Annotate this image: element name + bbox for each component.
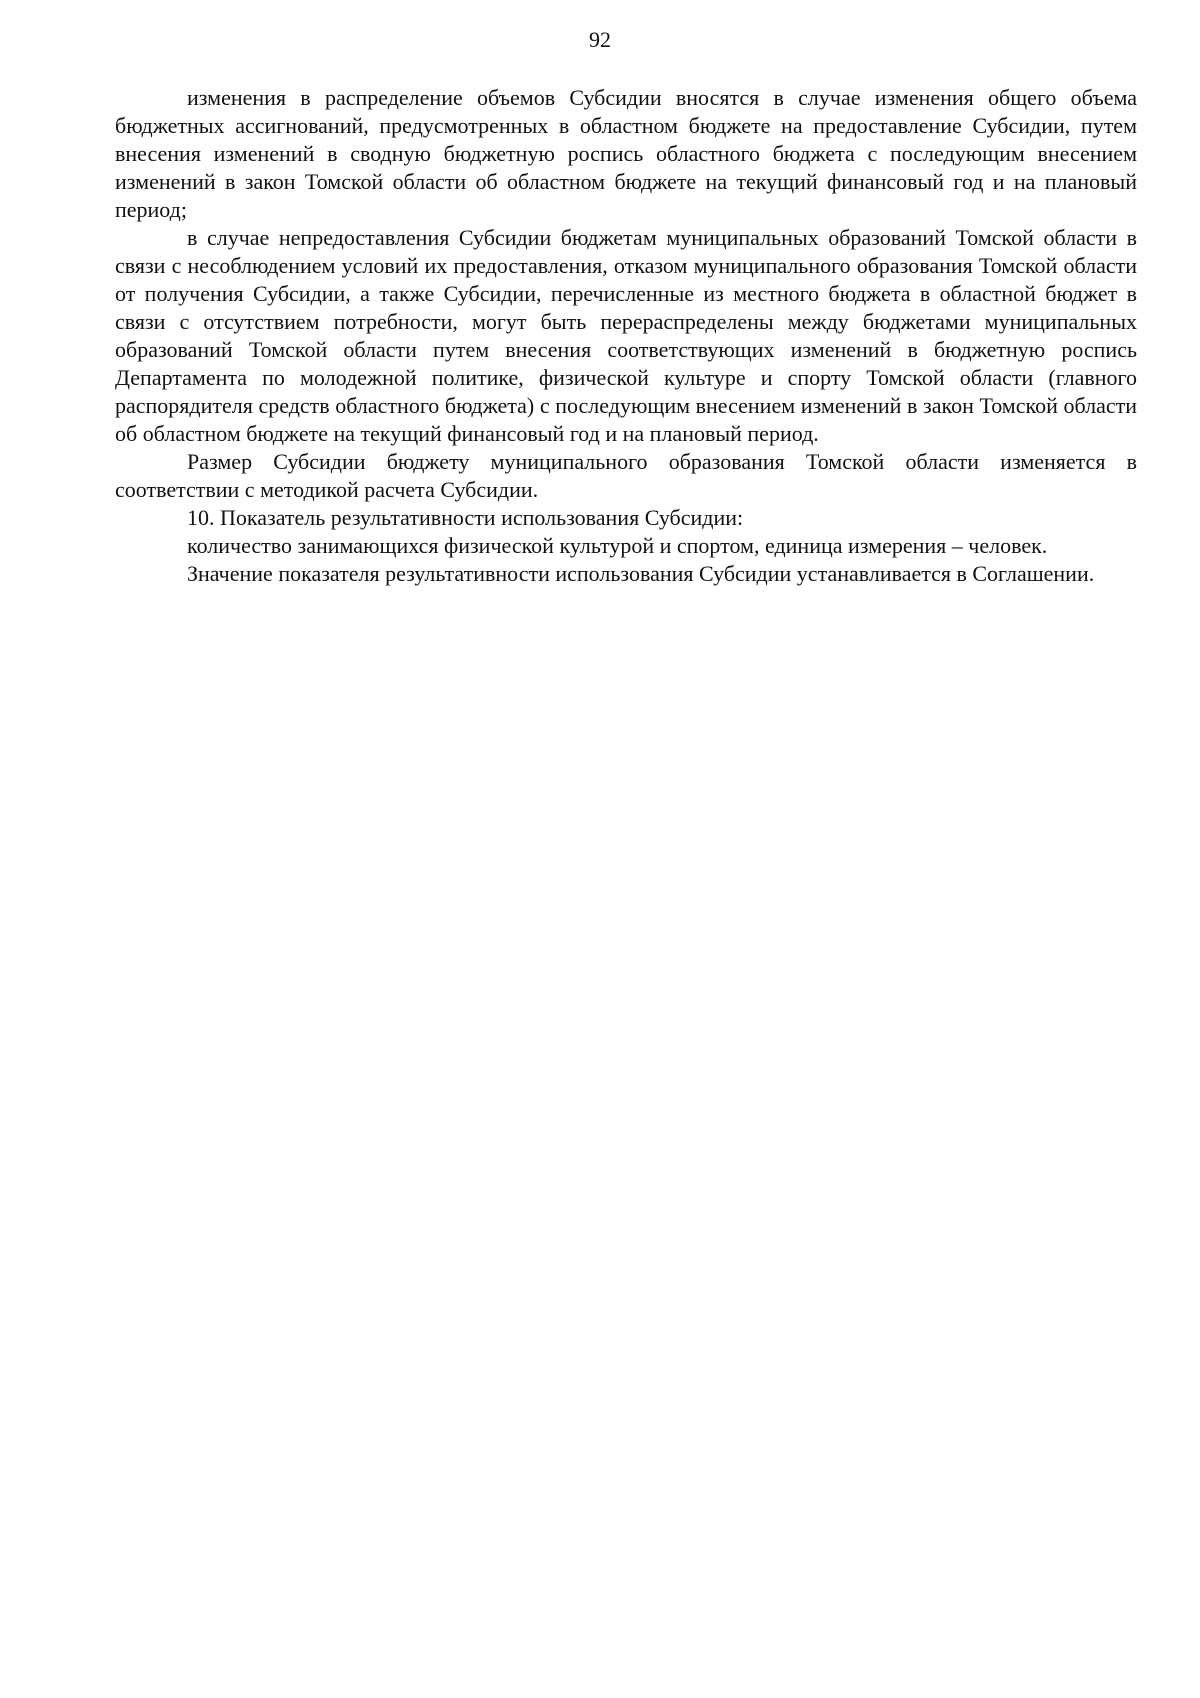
paragraph-subsidy-redistribution: изменения в распределение объемов Субсидии вносятся в случае изменения общего объема бюджетных ассигнований, предусмотренных в областном бюджете на предоставление Субсидии, путем внесения изменений в сводную бюджетную роспись областного бюджета с последующим внесением изменений в закон Томской области об областном бюджете на текущий финансовый год и на плановый период;	[115, 85, 1137, 222]
paragraph-subsidy-size: Размер Субсидии бюджету муниципального образования Томской области изменяется в соответствии с методикой расчета Субсидии.	[115, 449, 1137, 502]
paragraph-indicator-value: Значение показателя результативности использования Субсидии устанавливается в Соглашении.	[187, 561, 1095, 586]
page-number: 92	[589, 27, 611, 52]
paragraph-non-provision: в случае непредоставления Субсидии бюджетам муниципальных образований Томской области в связи с несоблюдением условий их предоставления, отказом муниципального образования Томской области от получения Субсидии, а также Субсидии, перечисленные из местного бюджета в областной бюджет в связи с отсутствием потребности, могут быть перераспределены между бюджетами муниципальных образований Томской области путем внесения соответствующих изменений в бюджетную роспись Департамента по молодежной политике, физической культуре и спорту Томской области (главного распорядителя средств областного бюджета) с последующим внесением изменений в закон Томской области об областном бюджете на текущий финансовый год и на плановый период.	[115, 225, 1137, 446]
document-body	[115, 84, 1137, 588]
paragraph-indicator-definition: количество занимающихся физической культурой и спортом, единица измерения – человек.	[187, 533, 1048, 558]
paragraph-section-10-heading: 10. Показатель результативности использования Субсидии:	[187, 505, 744, 530]
